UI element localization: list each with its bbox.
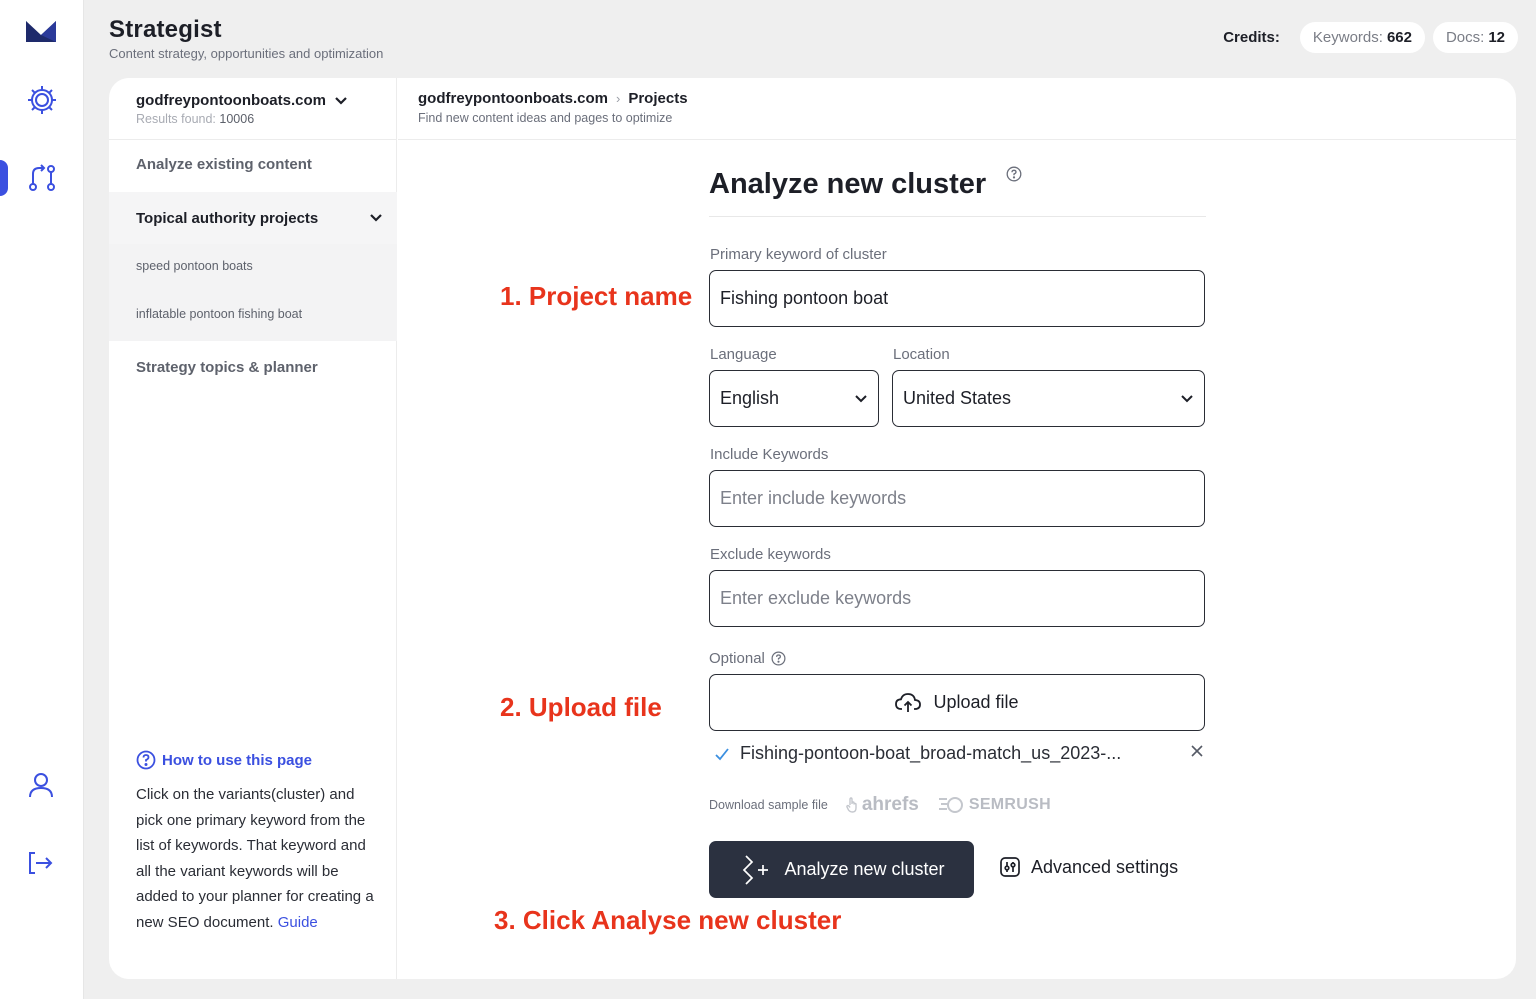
help-circle-icon xyxy=(136,750,156,770)
main-card xyxy=(109,78,1516,979)
info-icon[interactable] xyxy=(771,651,786,666)
results-label: Results found: xyxy=(136,112,216,126)
location-label: Location xyxy=(893,346,950,363)
include-keywords-input[interactable]: Enter include keywords xyxy=(709,470,1205,527)
nav-analyze-existing[interactable]: Analyze existing content xyxy=(136,156,312,173)
language-value: English xyxy=(720,388,780,408)
logo-icon[interactable] xyxy=(24,18,58,44)
domain-selector[interactable] xyxy=(136,92,348,109)
results-found xyxy=(136,112,254,126)
download-sample-label: Download sample file xyxy=(709,798,828,812)
chevron-down-icon xyxy=(1180,394,1194,404)
breadcrumb-domain[interactable]: godfreypontoonboats.com xyxy=(418,90,608,107)
docs-credit-value: 12 xyxy=(1488,29,1505,46)
logout-icon[interactable] xyxy=(26,850,56,876)
project-item[interactable]: inflatable pontoon fishing boat xyxy=(109,287,397,341)
breadcrumb-subtitle: Find new content ideas and pages to optimize xyxy=(418,111,673,125)
divider xyxy=(398,139,1516,140)
howto-text xyxy=(136,782,381,935)
annotation-step-1: 1. Project name xyxy=(500,281,693,311)
git-branch-icon[interactable] xyxy=(26,162,58,194)
annotation-step-3: 3. Click Analyse new cluster xyxy=(494,905,842,935)
ahrefs-brand: ahrefs xyxy=(861,794,919,815)
nav-strategy-topics[interactable]: Strategy topics & planner xyxy=(136,359,318,376)
check-icon xyxy=(714,747,730,761)
semrush-brand: SEMRUSH xyxy=(968,796,1051,813)
uploaded-file-name: Fishing-pontoon-boat_broad-match_us_2023-... xyxy=(740,743,1122,763)
app-rail xyxy=(0,0,84,999)
divider xyxy=(109,139,397,140)
analyze-new-cluster-label: Analyze new cluster xyxy=(784,859,945,879)
keywords-credit-pill xyxy=(1300,22,1425,53)
docs-credit-pill xyxy=(1433,22,1518,53)
app-title: Strategist xyxy=(109,16,222,43)
credits-bar xyxy=(1223,22,1518,53)
semrush-logo-icon xyxy=(937,796,965,814)
cursor-hand-icon xyxy=(846,797,858,813)
chip-icon[interactable] xyxy=(26,84,58,116)
location-value: United States xyxy=(903,388,1012,408)
keywords-credit-label: Keywords: xyxy=(1312,29,1383,46)
results-value: 10006 xyxy=(219,112,255,126)
optional-label xyxy=(709,650,786,667)
language-label: Language xyxy=(710,346,777,363)
analyze-new-cluster-button[interactable] xyxy=(709,841,974,898)
chevron-down-icon xyxy=(369,213,383,223)
language-select[interactable] xyxy=(709,370,879,427)
upload-file-button[interactable] xyxy=(709,674,1205,731)
keywords-credit-value: 662 xyxy=(1386,29,1412,46)
info-icon[interactable] xyxy=(1006,166,1022,182)
primary-keyword-input[interactable]: Fishing pontoon boat xyxy=(709,270,1205,327)
breadcrumb xyxy=(418,90,688,107)
uploaded-file-row xyxy=(714,743,1204,764)
howto-panel xyxy=(136,750,381,935)
chevron-down-icon xyxy=(854,394,868,404)
project-item[interactable]: speed pontoon boats xyxy=(109,244,397,287)
primary-keyword-label: Primary keyword of cluster xyxy=(710,246,887,263)
domain-name: godfreypontoonboats.com xyxy=(136,92,326,109)
guide-link[interactable]: Guide xyxy=(277,913,318,931)
ahrefs-sample-link[interactable] xyxy=(846,794,919,816)
advanced-settings-label: Advanced settings xyxy=(1031,856,1179,877)
docs-credit-label: Docs: xyxy=(1445,29,1485,46)
annotation-step-2: 2. Upload file xyxy=(500,692,662,722)
close-icon[interactable] xyxy=(1190,744,1204,758)
optional-text: Optional xyxy=(709,650,765,667)
active-indicator xyxy=(0,160,8,196)
sparkle-plus-icon xyxy=(738,853,772,887)
form-title: Analyze new cluster xyxy=(709,168,987,200)
credits-label: Credits: xyxy=(1223,29,1280,46)
howto-body: Click on the variants(cluster) and pick one primary keyword from the list of keywords. That keyword and all the variant keywords will be added to your planner for creating a new SEO document. xyxy=(136,786,374,931)
howto-link[interactable] xyxy=(136,750,381,770)
location-select[interactable] xyxy=(892,370,1205,427)
semrush-sample-link[interactable] xyxy=(937,796,1051,814)
howto-title: How to use this page xyxy=(162,751,313,769)
divider xyxy=(709,216,1206,217)
upload-file-label: Upload file xyxy=(933,692,1019,712)
app-subtitle: Content strategy, opportunities and optimization xyxy=(109,46,384,61)
sliders-icon xyxy=(999,856,1021,878)
chevron-down-icon xyxy=(334,96,348,106)
breadcrumb-separator: › xyxy=(616,91,621,106)
user-icon[interactable] xyxy=(26,770,56,800)
nav-topical-authority[interactable] xyxy=(109,192,397,244)
breadcrumb-current: Projects xyxy=(628,90,688,107)
exclude-keywords-input[interactable]: Enter exclude keywords xyxy=(709,570,1205,627)
exclude-keywords-label: Exclude keywords xyxy=(710,546,831,563)
download-sample-row xyxy=(709,794,1051,816)
upload-cloud-icon xyxy=(895,692,921,714)
nav-topical-authority-label: Topical authority projects xyxy=(136,209,319,227)
include-keywords-label: Include Keywords xyxy=(710,446,829,463)
advanced-settings-button[interactable] xyxy=(999,856,1178,878)
project-sidebar xyxy=(109,78,397,979)
